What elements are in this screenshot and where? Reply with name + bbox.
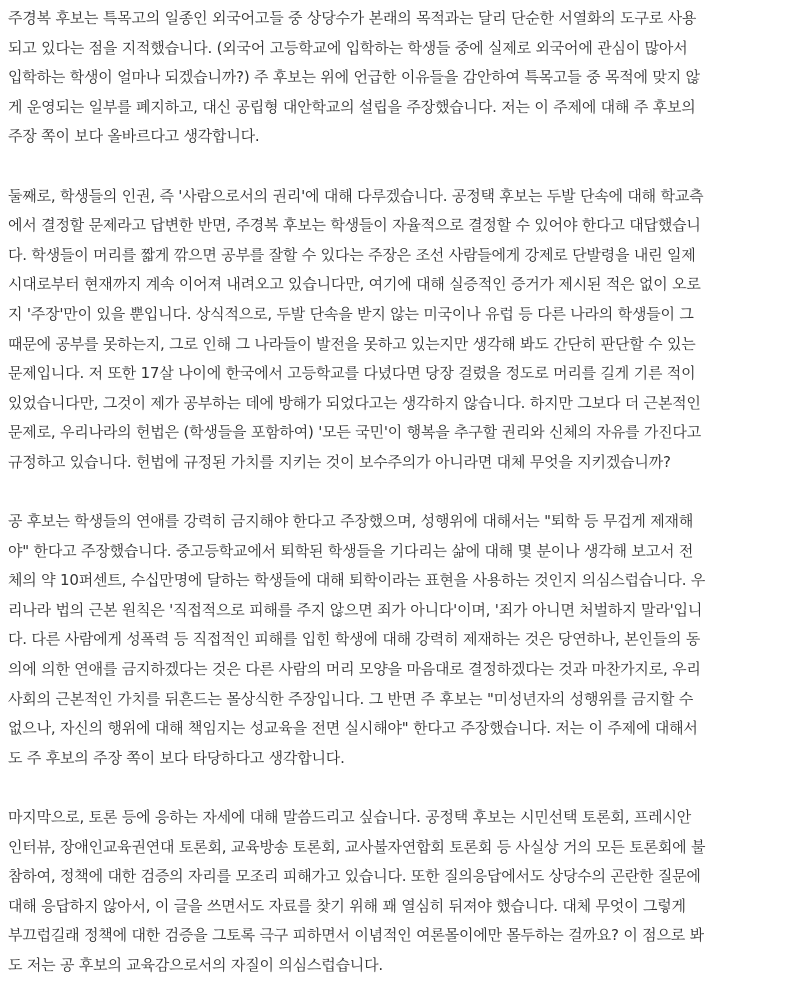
paragraph-3 [8, 507, 792, 773]
paragraph-spacer [8, 478, 792, 508]
text-line: 주경복 후보는 특목고의 일종인 외국어고들 중 상당수가 본래의 목적과는 달리 단순한 서열화의 도구로 사용 [8, 9, 697, 27]
text-line: 주장 쪽이 보다 올바르다고 생각합니다. [8, 127, 260, 146]
article-body [8, 4, 792, 981]
text-line: 대해 응답하지 않아서, 이 글을 쓰면서도 자료를 찾기 위해 꽤 열심히 뒤져야 했습니다. 대체 무엇이 그렇게 [8, 896, 686, 915]
text-line: 마지막으로, 토론 등에 응하는 자세에 대해 말씀드리고 싶습니다. 공정택 후보는 시민선택 토론회, 프레시안 [8, 808, 691, 827]
text-line: 때문에 공부를 못하는지, 그로 인해 그 나라들이 발전을 못하고 있는지만 생각해 봐도 간단히 판단할 수 있는 [8, 334, 696, 353]
text-line: 다. 다른 사람에게 성폭력 등 직접적인 피해를 입힌 학생에 대해 강력히 제재하는 것은 당연하나, 본인들의 동 [8, 630, 701, 649]
text-line: 의에 의한 연애를 금지하겠다는 것은 다른 사람의 머리 모양을 마음대로 결정하겠다는 것과 마찬가지로, 우리 [8, 660, 701, 679]
text-line: 체의 약 10퍼센트, 수십만명에 달하는 학생들에 대해 퇴학이라는 표현을 사용하는 것인지 의심스럽습니다. 우 [8, 571, 706, 590]
text-line: 문제입니다. 저 또한 17살 나이에 한국에서 고등학교를 다녔다면 당장 걸렸을 정도로 머리를 길게 기른 적이 [8, 364, 696, 383]
text-line: 입학하는 학생이 얼마나 되겠습니까?) 주 후보는 위에 언급한 이유들을 감안하여 특목고들 중 목적에 맞지 않 [8, 68, 700, 87]
text-line: 게 운영되는 일부를 폐지하고, 대신 공립형 대안학교의 설립을 주장했습니다. 저는 이 주제에 대해 주 후보의 [8, 97, 696, 116]
text-line: 사회의 근본적인 가치를 뒤흔드는 몰상식한 주장입니다. 그 반면 주 후보는 "미성년자의 성행위를 금지할 수 [8, 689, 694, 708]
text-line: 야" 한다고 주장했습니다. 중고등학교에서 퇴학된 학생들을 기다리는 삶에 대해 몇 분이나 생각해 보고서 전 [8, 541, 694, 560]
text-line: 리나라 법의 근본 원칙은 '직접적으로 피해를 주지 않으면 죄가 아니다'이며, '죄가 아니면 처벌하지 말라'입니 [8, 600, 703, 619]
text-line: 참하여, 정책에 대한 검증의 자리를 모조리 피해가고 있습니다. 또한 질의응답에서도 상당수의 곤란한 질문에 [8, 867, 701, 886]
text-line: 되고 있다는 점을 지적했습니다. (외국어 고등학교에 입학하는 학생들 중에 실제로 외국어에 관심이 많아서 [8, 38, 688, 57]
text-line: 규정하고 있습니다. 헌법에 규정된 가치를 지키는 것이 보수주의가 아니라면 대체 무엇을 지키겠습니까? [8, 452, 671, 471]
text-line: 지 '주장'만이 있을 뿐입니다. 상식적으로, 두발 단속을 받지 않는 미국이나 유럽 등 다른 나라의 학생들이 그 [8, 304, 694, 323]
text-line: 에서 결정할 문제라고 답변한 반면, 주경복 후보는 학생들이 자율적으로 결정할 수 있어야 한다고 대답했습니 [8, 216, 701, 235]
paragraph-1 [8, 4, 792, 152]
text-line: 공 후보는 학생들의 연애를 강력히 금지해야 한다고 주장했으며, 성행위에 대해서는 "퇴학 등 무겁게 제재해 [8, 512, 694, 531]
text-line: 부끄럽길래 정책에 대한 검증을 그토록 극구 피하면서 이념적인 여론몰이에만 몰두하는 걸까요? 이 점으로 봐 [8, 926, 704, 945]
text-line: 인터뷰, 장애인교육권연대 토론회, 교육방송 토론회, 교사불자연합회 토론회 등 사실상 거의 모든 토론회에 불 [8, 837, 706, 856]
text-line: 다. 학생들이 머리를 짧게 깎으면 공부를 잘할 수 있다는 주장은 조선 사람들에게 강제로 단발령을 내린 일제 [8, 245, 696, 264]
paragraph-spacer [8, 152, 792, 182]
text-line: 도 주 후보의 주장 쪽이 보다 타당하다고 생각합니다. [8, 748, 345, 767]
text-line: 없으나, 자신의 행위에 대해 책임지는 성교육을 전면 실시해야" 한다고 주장했습니다. 저는 이 주제에 대해서 [8, 719, 698, 738]
paragraph-2 [8, 182, 792, 478]
text-line: 있었습니다만, 그것이 제가 공부하는 데에 방해가 되었다고는 생각하지 않습니다. 하지만 그보다 더 근본적인 [8, 393, 701, 412]
text-line: 문제로, 우리나라의 헌법은 (학생들을 포함하여) '모든 국민'이 행복을 추구할 권리와 신체의 자유를 가진다고 [8, 423, 702, 442]
paragraph-4 [8, 803, 792, 981]
paragraph-spacer [8, 773, 792, 803]
text-line: 둘째로, 학생들의 인권, 즉 '사람으로서의 권리'에 대해 다루겠습니다. 공정택 후보는 두발 단속에 대해 학교측 [8, 186, 704, 205]
text-line: 도 저는 공 후보의 교육감으로서의 자질이 의심스럽습니다. [8, 956, 383, 974]
text-line: 시대로부터 현재까지 계속 이어져 내려오고 있습니다만, 여기에 대해 실증적인 증거가 제시된 적은 없이 오로 [8, 275, 701, 294]
